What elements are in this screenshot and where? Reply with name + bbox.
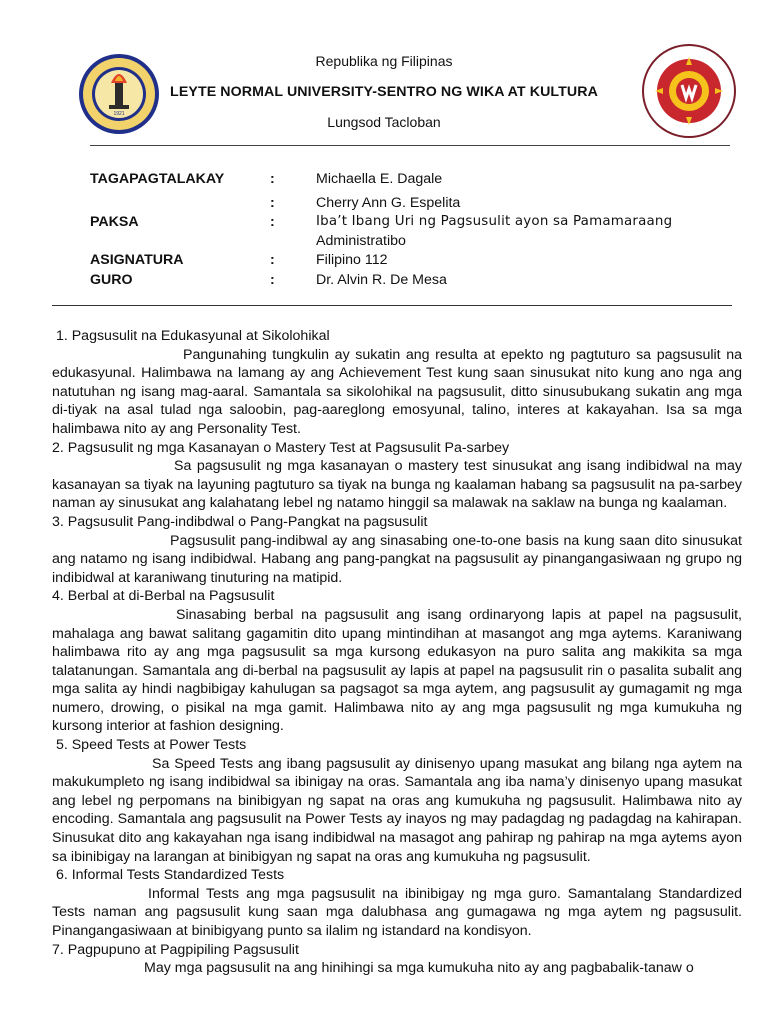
info-colon: : — [270, 252, 275, 268]
section-heading: 2. Pagsusulit ng mga Kasanayan o Mastery Test at Pagsusulit Pa-sarbey — [52, 439, 510, 456]
section-body: May mga pagsusulit na ang hinihingi sa mga kumukuha nito ay ang pagbabalik-tanaw o — [144, 960, 694, 977]
document-body — [52, 327, 742, 978]
section-body: Sinasabing berbal na pagsusulit ang isang ordinaryong lapis at papel na pagsusulit, mahalaga ang bawat salitang gagamitin dito upang mintindihan at masangot ang mga aytems. Karaniwang halimbawa rito ay ang mga pagsusulit sa mga kursong edukasyon na puro salita ang makikita sa mga talatanungan. Samantala ang di-berbal na pagsusulit ay lapis at papel na pagsusulit rin o pasalita subalit ang mga salita ay hindi nagbibigay kahulugan sa pagsagot sa mga aytem, ang pagsusulit ay gumagamit ng mga numero, drowing, o pisikal na mga gamit. Halimbawa nito ay ang mga pagsusulit ng mga kumukuha ng kursong interior at fashion designing. — [52, 606, 742, 735]
section-body: Sa pagsusulit ng mga kasanayan o mastery test sinusukat ang isang indibidwal na may kasanayan sa tiyak na layuning pagtuturo sa tiyak na bunga ng kaalaman habang sa pagsusulit na pa-sarbey naman ay sinusukat ang kalahatang lebel ng natamo hinggil sa malawak na saklaw na bunga ng kaalaman. — [52, 458, 742, 512]
section-body: Pagsusulit pang-indibwal ay ang sinasabing one-to-one basis na kung saan dito sinusukat ang natamo ng isang indibidwal. Habang ang pang-pangkat na pagsusulit ay pinangangasiwaan ng grupo ng indibidwal at karaniwang tinuturing na matipid. — [52, 532, 742, 586]
info-divider — [52, 305, 732, 306]
info-value: Filipino 112 — [316, 252, 388, 268]
info-value: Administratibo — [316, 233, 406, 249]
info-value: Michaella E. Dagale — [316, 171, 443, 187]
info-value: Dr. Alvin R. De Mesa — [316, 272, 447, 288]
header-university-name: LEYTE NORMAL UNIVERSITY-SENTRO NG WIKA AT KULTURA — [170, 84, 598, 100]
info-row-paksa-2 — [0, 233, 768, 253]
section-heading: 6. Informal Tests Standardized Tests — [52, 867, 285, 884]
info-row-paksa — [0, 214, 768, 234]
section-heading: 3. Pagsusulit Pang-indibdwal o Pang-Pangkat na pagsusulit — [52, 513, 428, 530]
svg-text:1921: 1921 — [113, 111, 125, 117]
info-label: ASIGNATURA — [90, 252, 184, 268]
info-row-guro — [0, 272, 768, 292]
section-body: Informal Tests ang mga pagsusulit na ibinibigay ng mga guro. Samantalang Standardized Tests naman ang pagsusulit kung saan mga dalubhasa ang gumagawa ng mga aytem ng pagsusulit. Pinangangasiwaan at binibigyang punto sa ilalim ng istandard na kondisyon. — [52, 885, 742, 939]
section-heading: 5. Speed Tests at Power Tests — [52, 737, 247, 754]
info-colon: : — [270, 171, 275, 187]
info-row-tagapagtalakay — [0, 171, 768, 191]
section-heading: 4. Berbal at di-Berbal na Pagsusulit — [52, 588, 275, 605]
info-label: GURO — [90, 272, 133, 288]
section-heading: 7. Pagpupuno at Pagpipiling Pagsusulit — [52, 941, 299, 958]
header-republika: Republika ng Filipinas — [315, 53, 453, 69]
info-colon: : — [270, 272, 275, 288]
info-label: PAKSA — [90, 214, 139, 230]
section-heading: 1. Pagsusulit na Edukasyunal at Sikolohikal — [52, 328, 330, 344]
header-lungsod: Lungsod Tacloban — [327, 114, 441, 130]
header-divider — [90, 145, 730, 146]
info-colon: : — [270, 214, 275, 230]
info-colon: : — [270, 195, 275, 211]
info-row-asignatura — [0, 252, 768, 272]
info-row-tagapagtalakay-2 — [0, 195, 768, 215]
section-body: Sa Speed Tests ang ibang pagsusulit ay dinisenyo upang masukat ang bilang nga aytem na makukumpleto ng isang indibidwal sa ibinigay na oras. Samantala ang iba nama’y dinisenyo upang masukat ang lebel ng perpomans na binibigyan ng sapat na oras ang kumukuha ng pagsusulit. Halimbawa nito ay encoding. Samantala ang pagsusulit na Power Tests ay inayos ng may padagdag ng padagdag na kahirapan. Sinusukat dito ang kakayahan nga isang indibidwal na masagot ang pahirap ng pahirap na mga aytems ayon sa ibinibigay na larangan at binibigyan ng sapat na oras ang kumukuha ng pagsusulit. — [52, 755, 742, 865]
info-value: Iba’t Ibang Uri ng Pagsusulit ayon sa Pamamaraang — [316, 214, 673, 229]
section-body: Pangunahing tungkulin ay sukatin ang resulta at epekto ng pagtuturo sa pagsusulit na edukasyunal. Halimbawa na lamang ay ang Achievement Test kung saan sinusukat nito kung ano nga ang natutuhan ng isang mag-aaral. Samantala sa sikolohikal na pagsusulit, ditto sinusubukang sukatin ang mga di-tiyak na asal tulad nga saloobin, pag-aareglong emosyunal, talino, interes at kakayahan. Isa sa mga halimbawa nito ay ang Personality Test. — [52, 346, 742, 437]
info-value: Cherry Ann G. Espelita — [316, 195, 461, 211]
info-label: TAGAPAGTALAKAY — [90, 171, 225, 187]
